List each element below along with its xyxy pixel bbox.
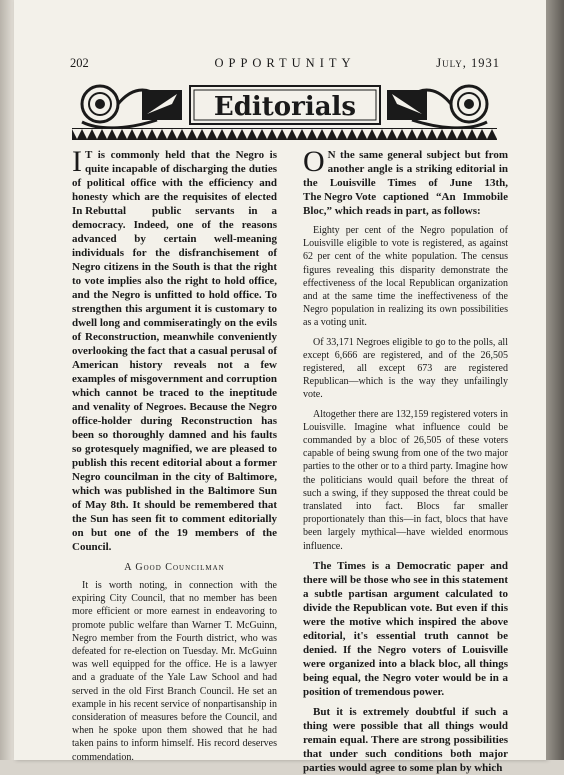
running-header bbox=[70, 56, 500, 72]
louisville-quote-1: Eighty per cent of the Negro population of Louisville eligible to vote is registered, as against 62 per cent of the white population. The census figures revealing this disparity demonstrate the effectiveness of the local Republican organization and at the same time the ineffectiveness of the Negro population in realizing its own possibilities as a voting unit. bbox=[303, 225, 508, 329]
book-edge bbox=[546, 0, 564, 760]
right-column bbox=[303, 145, 508, 775]
binding-gutter bbox=[0, 0, 14, 760]
louisville-quote-3: Altogether there are 132,159 registered voters in Louisville. Imagine what influence could be commanded by a bloc of 26,505 of these voters capable of being swung from one of the two major parties to the other or to a third party. Imagine how the politicians would quail before the threat of such a swing, if they supposed the threat could be translated into fact. Blocs far smaller proportionately than this—in fact, blocs that have been largely mythical—have wielded enormous influence. bbox=[303, 408, 508, 552]
right-intro-a: N the same general subject but from another angle is a striking editorial in the Louisville Times of June 13th, captioned “An Immobile bbox=[303, 149, 508, 203]
left-intro-a: T is commonly held that the Negro is quite incapable of discharging the duties of political office with the efficiency and honesty which are the requisites bbox=[72, 149, 277, 203]
commentary-paragraph-1: The Times is a Democratic paper and there will be those who see in this statement a subtle partisan argument calculated to divide the Republican vote. But even if this were the motive which inspired the above editorial, it's essential truth cannot be denied. If the Negro voters of Louisville were organized into a black bloc, all things being equal, the Negro voter would be in a position of tremendous power. bbox=[303, 559, 508, 698]
louisville-quote-2: Of 33,171 Negroes eligible to go to the polls, all except 6,666 are registered, and of the 26,505 registered, all except 673 are registered Republican—which is the way they unfailingly vote. bbox=[303, 336, 508, 401]
sidehead-negro-vote: The Negro Vote bbox=[303, 191, 377, 203]
editorials-banner bbox=[72, 82, 497, 142]
quote-title: A Good Councilman bbox=[124, 562, 225, 573]
sidehead-in-rebuttal: In Rebuttal bbox=[72, 205, 127, 217]
left-intro-b: of elected public servants in a democracy. Indeed, one of the reasons advanced by certain well-meaning individuals for the disfranchisement of Negro citizens in the South is that the right to vote implies also the right to hold office, and the Negro is unfitted to hold office. To strengthen this argument it is customary to dwell long and commiseratingly on the evils of Reconstruction, meanwhile conveniently overlooking the fact that a casual perusal of American history reveals not a few examples of misgovernment and corruption which cannot be traced to the ineptitude and venality of Negroes. Because the Negro office-holder during Reconstruction has been so thoroughly damned and his faults so grotesquely magnified, we are pleased to publish this recent editorial about a former Negro councilman in the city of Baltimore, which was published in the Baltimore Sun of May 8th. It should be remembered that the Sun has seen fit to comment editorially on but one of the 19 members of the Council. bbox=[72, 191, 278, 553]
issue-date: July, 1931 bbox=[436, 56, 500, 70]
dropcap-i: I bbox=[72, 145, 82, 178]
dropcap-o: O bbox=[303, 145, 325, 178]
page-number: 202 bbox=[70, 56, 89, 70]
commentary-paragraph-2: But it is extremely doubtful if such a thing were possible that all things would remain equal. There are strong possibilities that under such conditions both major parties would agree to some plan by which bbox=[303, 705, 508, 774]
right-intro-b: Bloc,” which reads in part, as follows: bbox=[303, 205, 481, 217]
left-column bbox=[72, 145, 278, 764]
banner-title: Editorials bbox=[213, 92, 357, 122]
quoted-editorial: It is worth noting, in connection with the expiring City Council, that no member has been more efficient or more earnest in endeavoring to promote public welfare than Warner T. McGuinn, Negro member from the Fourth district, who was defeated for re-election on Tuesday. Mr. McGuinn was well equipped for the office. He is a lawyer and a graduate of the Yale Law School and had served in the old First Branch Council. He set an example in his recent service of nonpartisanship in consideration of measures before the Council, and when he spoke upon them showed that he had taken pains to inform himself. His record deserves commendation. bbox=[72, 580, 277, 763]
magazine-title: OPPORTUNITY bbox=[214, 56, 356, 70]
